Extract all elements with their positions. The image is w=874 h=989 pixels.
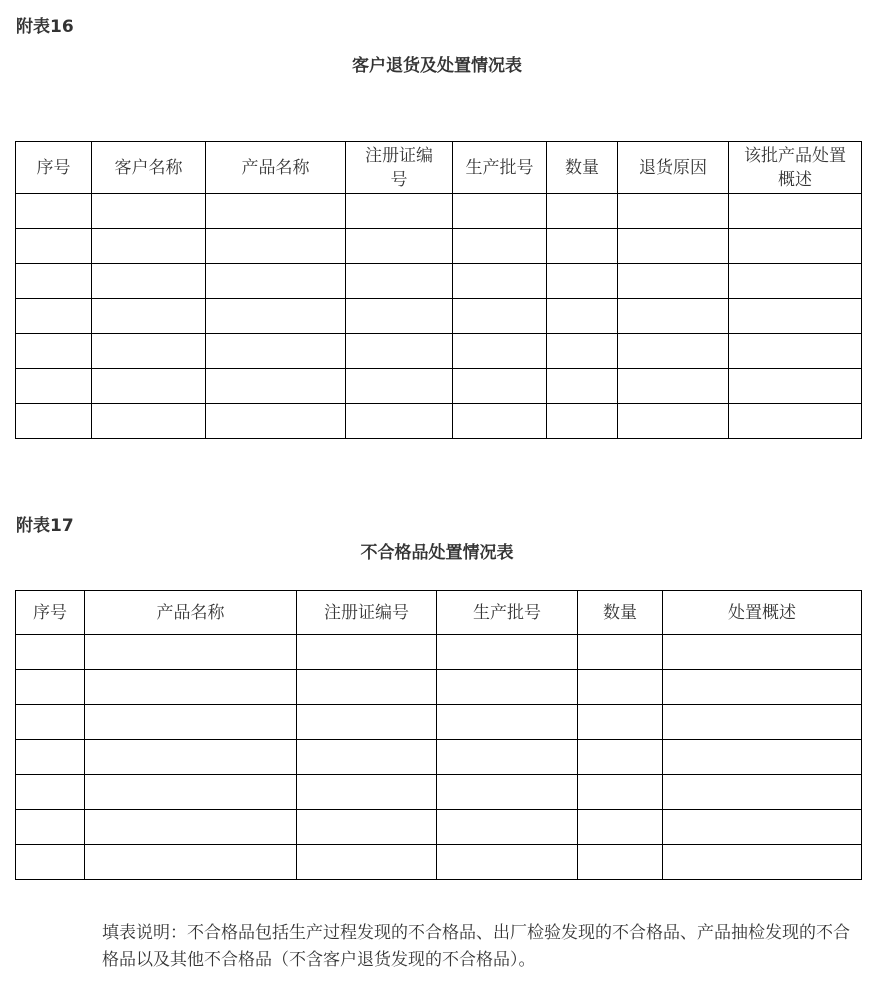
table-row	[16, 845, 862, 880]
table-cell[interactable]	[92, 229, 206, 264]
table-row	[16, 404, 862, 439]
table-cell[interactable]	[92, 299, 206, 334]
table-cell[interactable]	[453, 334, 547, 369]
table-cell[interactable]	[729, 299, 862, 334]
table-cell[interactable]	[578, 705, 663, 740]
table-cell[interactable]	[206, 194, 346, 229]
table-cell[interactable]	[92, 334, 206, 369]
table-cell[interactable]	[16, 670, 85, 705]
table-cell[interactable]	[729, 404, 862, 439]
table-cell[interactable]	[346, 334, 453, 369]
table-cell[interactable]	[618, 404, 729, 439]
table-cell[interactable]	[346, 299, 453, 334]
header-cell: 客户名称	[92, 142, 206, 194]
customer-return-table	[15, 141, 862, 439]
table-row	[16, 705, 862, 740]
table-cell[interactable]	[729, 334, 862, 369]
table-header-row	[16, 591, 862, 635]
table-row	[16, 775, 862, 810]
header-cell: 数量	[547, 142, 618, 194]
header-cell: 序号	[16, 591, 85, 635]
table-cell[interactable]	[547, 194, 618, 229]
table-cell[interactable]	[618, 369, 729, 404]
table-cell[interactable]	[85, 775, 297, 810]
table-cell[interactable]	[206, 299, 346, 334]
header-cell: 产品名称	[85, 591, 297, 635]
table-row	[16, 334, 862, 369]
table-cell[interactable]	[729, 264, 862, 299]
table-cell[interactable]	[16, 775, 85, 810]
header-cell: 处置概述	[663, 591, 862, 635]
table-cell[interactable]	[297, 705, 437, 740]
table-cell[interactable]	[16, 810, 85, 845]
table-cell[interactable]	[92, 264, 206, 299]
table-cell[interactable]	[578, 635, 663, 670]
table-cell[interactable]	[618, 194, 729, 229]
table-cell[interactable]	[92, 194, 206, 229]
table-row	[16, 670, 862, 705]
table-row	[16, 264, 862, 299]
table-cell[interactable]	[547, 229, 618, 264]
table-cell[interactable]	[346, 194, 453, 229]
table-row	[16, 299, 862, 334]
table-cell[interactable]	[437, 635, 578, 670]
table-cell[interactable]	[206, 404, 346, 439]
header-cell: 产品名称	[206, 142, 346, 194]
table-cell[interactable]	[16, 299, 92, 334]
header-cell: 退货原因	[618, 142, 729, 194]
table-cell[interactable]	[346, 264, 453, 299]
table-cell[interactable]	[453, 404, 547, 439]
table-cell[interactable]	[663, 775, 862, 810]
table-cell[interactable]	[437, 775, 578, 810]
table-cell[interactable]	[663, 635, 862, 670]
table-cell[interactable]	[85, 845, 297, 880]
table-cell[interactable]	[16, 334, 92, 369]
header-cell: 序号	[16, 142, 92, 194]
table-cell[interactable]	[92, 369, 206, 404]
table-cell[interactable]	[297, 635, 437, 670]
table-cell[interactable]	[346, 369, 453, 404]
table-cell[interactable]	[16, 264, 92, 299]
table-cell[interactable]	[618, 229, 729, 264]
table-cell[interactable]	[346, 229, 453, 264]
table-cell[interactable]	[16, 404, 92, 439]
nonconforming-product-table	[15, 590, 862, 880]
header-cell: 注册证编号	[297, 591, 437, 635]
table-cell[interactable]	[85, 810, 297, 845]
table-cell[interactable]	[437, 670, 578, 705]
table-cell[interactable]	[547, 264, 618, 299]
table-cell[interactable]	[578, 845, 663, 880]
table-cell[interactable]	[206, 229, 346, 264]
header-cell: 注册证编号	[346, 142, 453, 194]
table-cell[interactable]	[547, 299, 618, 334]
table-cell[interactable]	[729, 194, 862, 229]
table-row	[16, 229, 862, 264]
table-cell[interactable]	[297, 810, 437, 845]
table-cell[interactable]	[618, 334, 729, 369]
table-cell[interactable]	[663, 845, 862, 880]
table-cell[interactable]	[16, 194, 92, 229]
table-cell[interactable]	[578, 670, 663, 705]
table-cell[interactable]	[92, 404, 206, 439]
header-cell: 该批产品处置概述	[729, 142, 862, 194]
table-cell[interactable]	[453, 229, 547, 264]
table-cell[interactable]	[297, 670, 437, 705]
table-row	[16, 740, 862, 775]
table-cell[interactable]	[663, 705, 862, 740]
table-cell[interactable]	[297, 775, 437, 810]
table-cell[interactable]	[453, 194, 547, 229]
table-cell[interactable]	[578, 740, 663, 775]
table-cell[interactable]	[547, 369, 618, 404]
table-cell[interactable]	[206, 369, 346, 404]
table-cell[interactable]	[16, 845, 85, 880]
table-cell[interactable]	[437, 705, 578, 740]
table-cell[interactable]	[453, 369, 547, 404]
table-cell[interactable]	[85, 705, 297, 740]
table-cell[interactable]	[578, 775, 663, 810]
table-cell[interactable]	[85, 740, 297, 775]
table-cell[interactable]	[729, 229, 862, 264]
table-cell[interactable]	[618, 264, 729, 299]
table-cell[interactable]	[437, 845, 578, 880]
table-cell[interactable]	[16, 635, 85, 670]
table-cell[interactable]	[85, 635, 297, 670]
table-cell[interactable]	[297, 845, 437, 880]
table-cell[interactable]	[16, 740, 85, 775]
table-cell[interactable]	[437, 810, 578, 845]
table-row	[16, 635, 862, 670]
table-cell[interactable]	[16, 369, 92, 404]
table-cell[interactable]	[16, 229, 92, 264]
table-cell[interactable]	[578, 810, 663, 845]
return-table-title: 客户退货及处置情况表	[352, 56, 522, 76]
header-cell: 生产批号	[437, 591, 578, 635]
table-cell[interactable]	[16, 705, 85, 740]
table-cell[interactable]	[206, 264, 346, 299]
table-cell[interactable]	[547, 404, 618, 439]
nonconforming-table-title: 不合格品处置情况表	[360, 543, 514, 563]
table-cell[interactable]	[547, 334, 618, 369]
table-cell[interactable]	[618, 299, 729, 334]
table-cell[interactable]	[206, 334, 346, 369]
table-cell[interactable]	[297, 740, 437, 775]
fill-instructions-note: 填表说明：不合格品包括生产过程发现的不合格品、出厂检验发现的不合格品、产品抽检发现的不合格品以及其他不合格品（不含客户退货发现的不合格品）。	[102, 923, 850, 970]
table-cell[interactable]	[453, 299, 547, 334]
table-cell[interactable]	[85, 670, 297, 705]
table-cell[interactable]	[729, 369, 862, 404]
table-cell[interactable]	[663, 670, 862, 705]
table-cell[interactable]	[346, 404, 453, 439]
table-row	[16, 369, 862, 404]
header-cell: 生产批号	[453, 142, 547, 194]
table-row	[16, 810, 862, 845]
table-header-row	[16, 142, 862, 194]
appendix-17-label: 附表17	[16, 516, 74, 536]
table-cell[interactable]	[453, 264, 547, 299]
table-row	[16, 194, 862, 229]
appendix-16-label: 附表16	[16, 17, 74, 37]
table-cell[interactable]	[663, 810, 862, 845]
header-cell: 数量	[578, 591, 663, 635]
table-cell[interactable]	[663, 740, 862, 775]
table-cell[interactable]	[437, 740, 578, 775]
